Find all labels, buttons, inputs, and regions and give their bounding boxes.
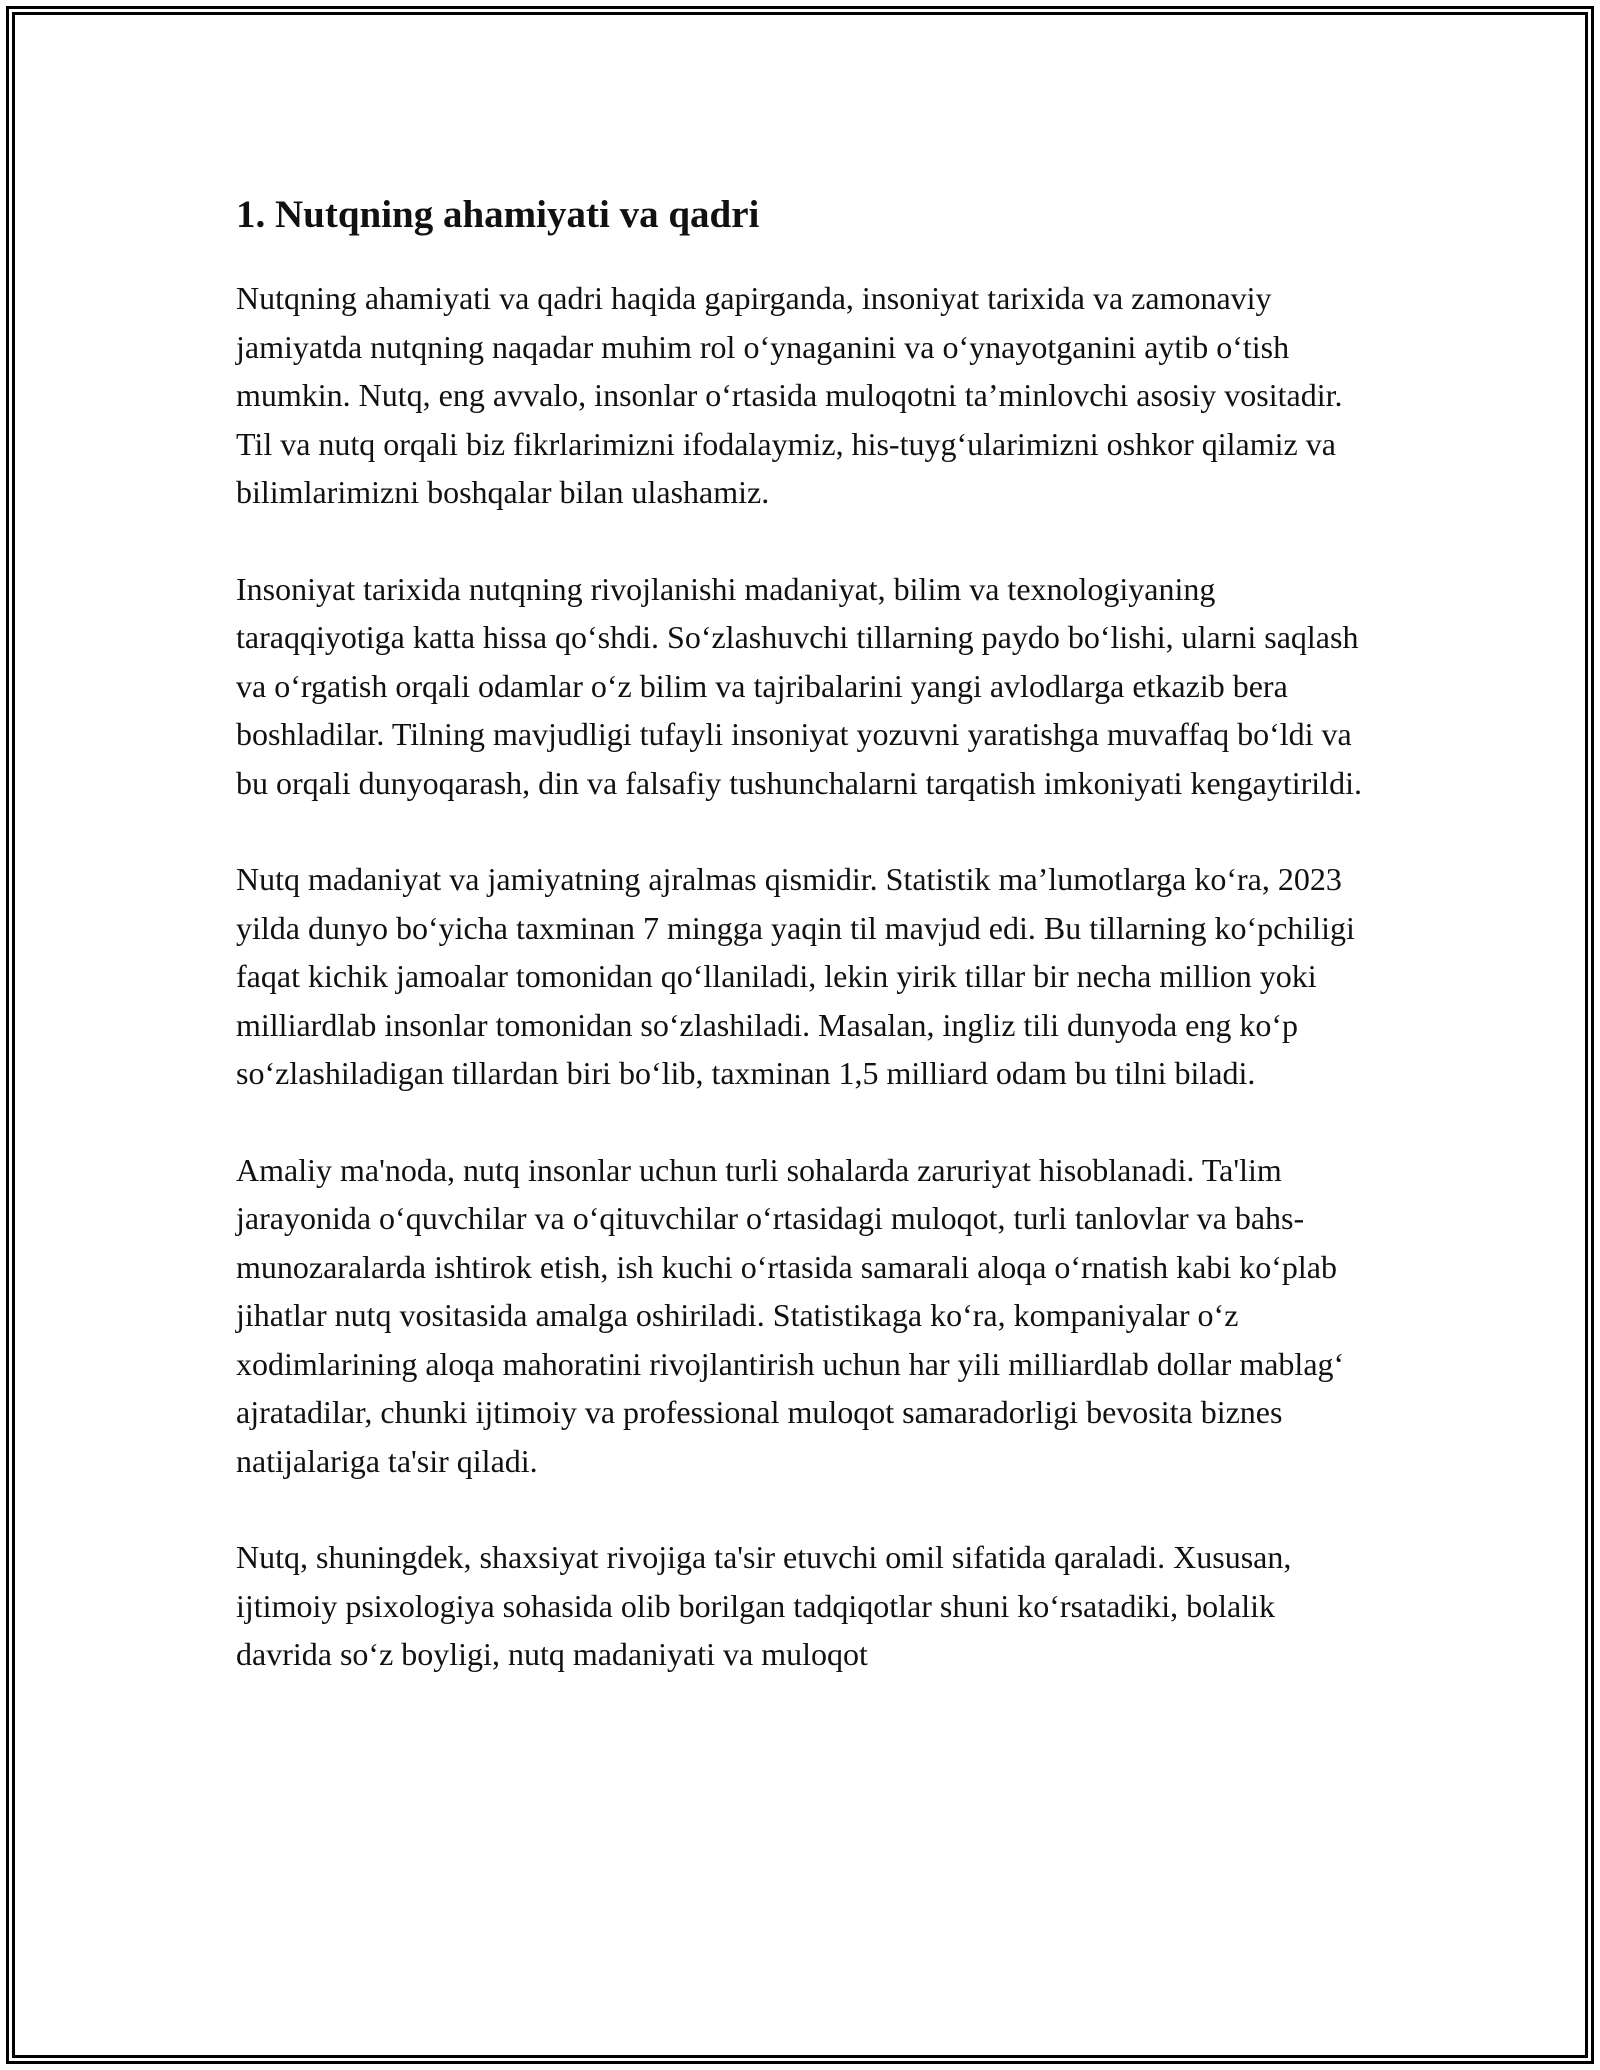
section-heading: 1. Nutqning ahamiyati va qadri xyxy=(236,193,760,236)
paragraph-4: Amaliy ma'noda, nutq insonlar uchun turli sohalarda zaruriyat hisoblanadi. Ta'lim jarayonida oʻquvchilar va oʻqituvchilar oʻrtasidagi muloqot, turli tanlovlar va bahs-munozaralarda ishtirok etish, ish kuchi oʻrtasida samarali aloqa oʻrnatish kabi koʻplab jihatlar nutq vositasida amalga oshiriladi. Statistikaga koʻra, kompaniyalar oʻz xodimlarining aloqa mahoratini rivojlantirish uchun har yili milliardlab dollar mablagʻ ajratadilar, chunki ijtimoiy va professional muloqot samaradorligi bevosita biznes natijalariga ta'sir qiladi. xyxy=(236,1151,1345,1479)
paragraph-5: Nutq, shuningdek, shaxsiyat rivojiga ta'sir etuvchi omil sifatida qaraladi. Xususan, ijtimoiy psixologiya sohasida olib borilgan tadqiqotlar shuni koʻrsatadiki, bolalik davrida soʻz boyligi, nutq madaniyati va muloqot xyxy=(236,1539,1292,1672)
document-body xyxy=(236,190,1366,1727)
paragraph-3: Nutq madaniyat va jamiyatning ajralmas qismidir. Statistik maʼlumotlarga koʻra, 2023 yilda dunyo boʻyicha taxminan 7 mingga yaqin til mavjud edi. Bu tillarning koʻpchiligi faqat kichik jamoalar tomonidan qoʻllaniladi, lekin yirik tillar bir necha million yoki milliardlab insonlar tomonidan soʻzlashiladi. Masalan, ingliz tili dunyoda eng koʻp soʻzlashiladigan tillardan biri boʻlib, taxminan 1,5 milliard odam bu tilni biladi. xyxy=(236,861,1355,1091)
paragraph-2: Insoniyat tarixida nutqning rivojlanishi madaniyat, bilim va texnologiyaning taraqqiyotiga katta hissa qoʻshdi. Soʻzlashuvchi tillarning paydo boʻlishi, ularni saqlash va oʻrgatish orqali odamlar oʻz bilim va tajribalarini yangi avlodlarga etkazib bera boshladilar. Tilning mavjudligi tufayli insoniyat yozuvni yaratishga muvaffaq boʻldi va bu orqali dunyoqarash, din va falsafiy tushunchalarni tarqatish imkoniyati kengaytirildi. xyxy=(236,570,1362,801)
paragraph-1: Nutqning ahamiyati va qadri haqida gapirganda, insoniyat tarixida va zamonaviy jamiyatda nutqning naqadar muhim rol oʻynaganini va oʻynayotganini aytib oʻtish mumkin. Nutq, eng avvalo, insonlar oʻrtasida muloqotni taʼminlovchi asosiy vositadir. Til va nutq orqali biz fikrlarimizni ifodalaymiz, his-tuygʻularimizni oshkor qilamiz va bilimlarimizni boshqalar bilan ulashamiz. xyxy=(236,280,1343,510)
